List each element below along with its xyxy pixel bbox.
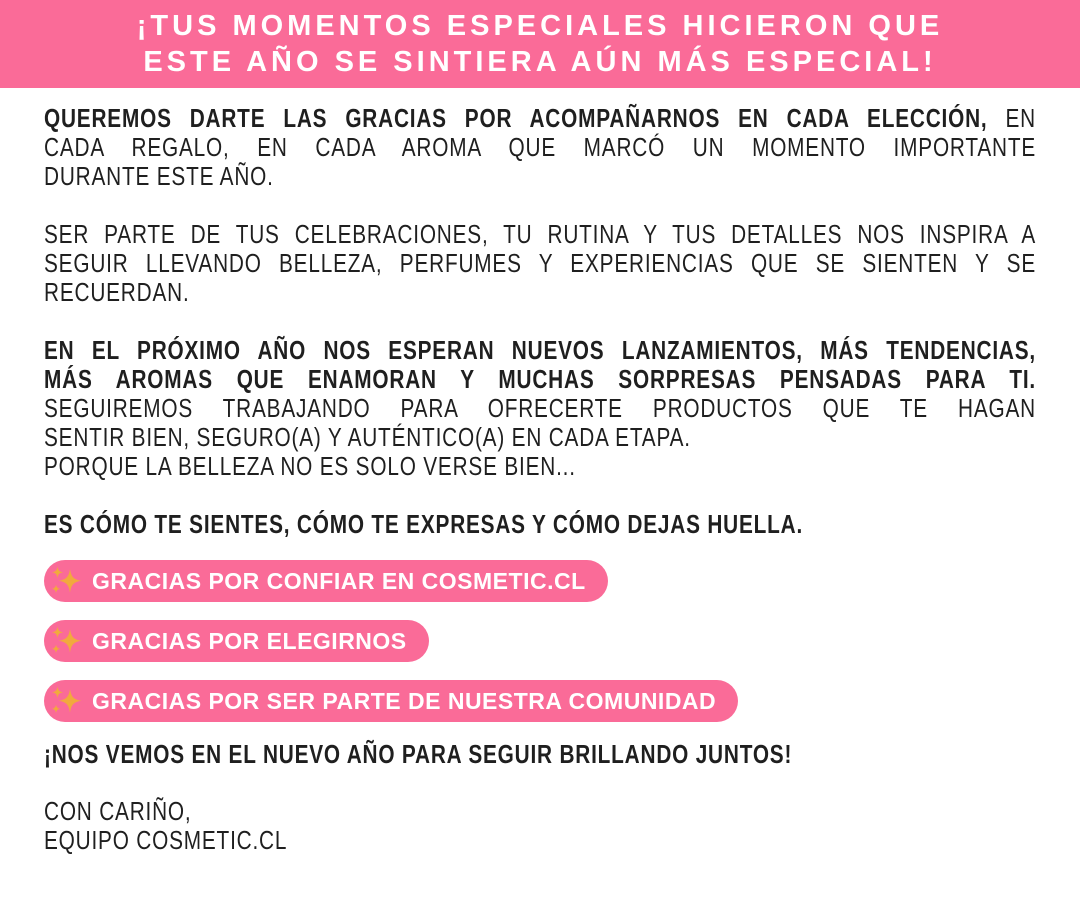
text-line: EN EL PRÓXIMO AÑO NOS ESPERAN NUEVOS LANZAMIENTOS, MÁS TENDENCIAS,: [44, 335, 1036, 365]
badge-gracias-comunidad[interactable]: [44, 680, 738, 722]
text-line: CADA REGALO, EN CADA AROMA QUE MARCÓ UN MOMENTO IMPORTANTE: [44, 132, 1036, 162]
signature-line-1: CON CARIÑO,: [44, 796, 192, 826]
text-line: SEGUIREMOS TRABAJANDO PARA OFRECERTE PRODUCTOS QUE TE HAGAN: [44, 393, 1036, 423]
badge-gracias-elegirnos[interactable]: [44, 620, 429, 662]
text-regular-segment: EN: [1005, 103, 1036, 133]
paragraph-thanks: [44, 104, 1036, 191]
text-bold-segment: QUEREMOS DARTE LAS GRACIAS POR ACOMPAÑARNOS EN CADA ELECCIÓN,: [44, 103, 988, 133]
text-line: SER PARTE DE TUS CELEBRACIONES, TU RUTINA Y TUS DETALLES NOS INSPIRA A: [44, 219, 1036, 249]
text-line: DURANTE ESTE AÑO.: [44, 161, 274, 191]
header-line-1: ¡TUS MOMENTOS ESPECIALES HICIERON QUE: [136, 10, 944, 42]
closing-statement: [44, 740, 1036, 769]
paragraph-inspiration: [44, 220, 1036, 307]
text-line: ¡NOS VEMOS EN EL NUEVO AÑO PARA SEGUIR BRILLANDO JUNTOS!: [44, 739, 793, 769]
body-content: [0, 88, 1080, 855]
text-line: MÁS AROMAS QUE ENAMORAN Y MUCHAS SORPRESAS PENSADAS PARA TI.: [44, 364, 1036, 394]
text-line: [44, 104, 1036, 133]
paragraph-next-year: [44, 336, 1036, 481]
signature-line-2: EQUIPO COSMETIC.CL: [44, 825, 288, 855]
header-line-2: ESTE AÑO SE SINTIERA AÚN MÁS ESPECIAL!: [143, 46, 937, 78]
sparkles-icon: [49, 625, 83, 657]
text-line: SEGUIR LLEVANDO BELLEZA, PERFUMES Y EXPERIENCIAS QUE SE SIENTEN Y SE: [44, 248, 1036, 278]
sparkles-icon: [49, 685, 83, 717]
thank-you-badges: [44, 560, 1036, 722]
badge-row: [44, 560, 1036, 602]
text-line: RECUERDAN.: [44, 277, 190, 307]
text-line: SENTIR BIEN, SEGURO(A) Y AUTÉNTICO(A) EN CADA ETAPA.: [44, 422, 691, 452]
badge-gracias-confiar[interactable]: [44, 560, 608, 602]
highlight-statement: [44, 510, 1036, 539]
text-line: PORQUE LA BELLEZA NO ES SOLO VERSE BIEN...: [44, 451, 576, 481]
signature-block: [44, 797, 1036, 855]
badge-row: [44, 680, 1036, 722]
badge-label: GRACIAS POR CONFIAR EN COSMETIC.CL: [92, 567, 586, 594]
badge-row: [44, 620, 1036, 662]
header-banner: [0, 0, 1080, 88]
text-line: ES CÓMO TE SIENTES, CÓMO TE EXPRESAS Y CÓMO DEJAS HUELLA.: [44, 509, 804, 539]
badge-label: GRACIAS POR ELEGIRNOS: [92, 627, 407, 654]
sparkles-icon: [49, 565, 83, 597]
badge-label: GRACIAS POR SER PARTE DE NUESTRA COMUNIDAD: [92, 687, 717, 714]
